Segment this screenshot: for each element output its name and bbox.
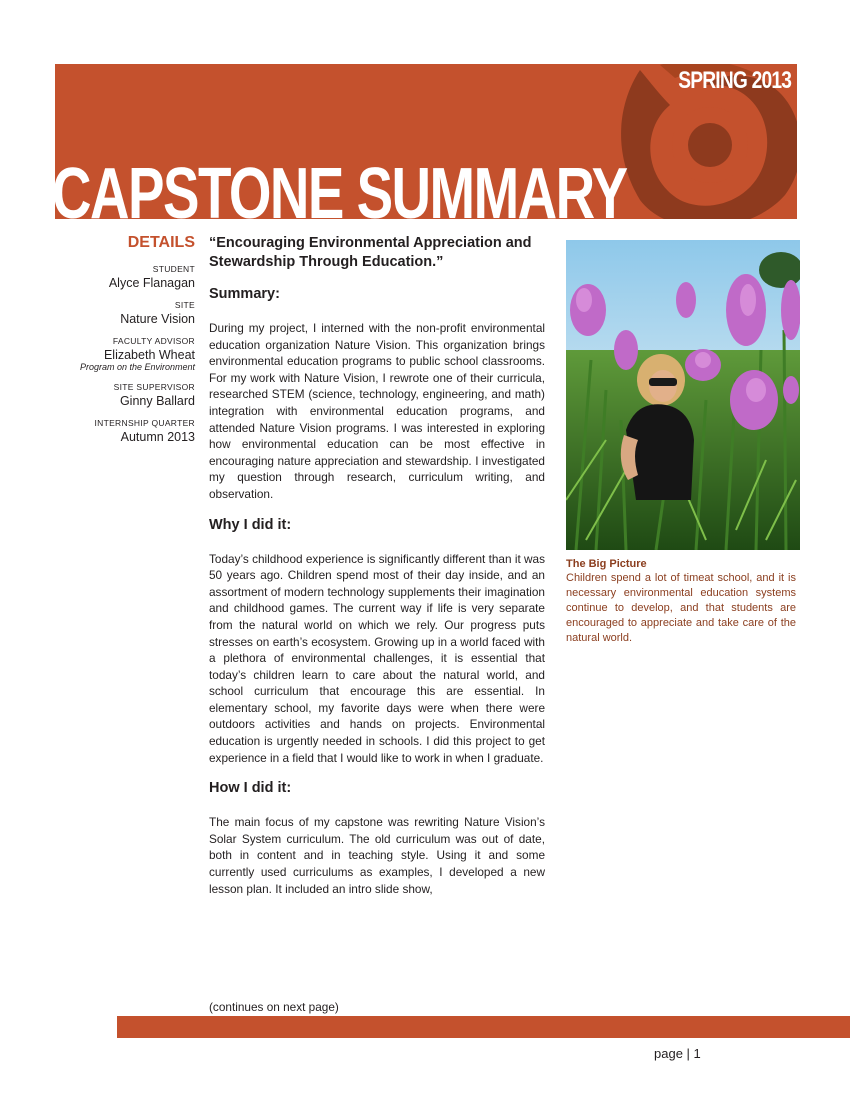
caption-title: The Big Picture xyxy=(566,558,647,570)
footer-bar xyxy=(117,1016,850,1038)
section-text-why: Today’s childhood experience is significantly different than it was 50 years ago. Children spend most of their day inside, and an assortment of modern technology supplements their imagination and childhood games. The current way if life is very separate from the natural world on which we rely. Our progress puts stresses on earth’s ecosystem. Growing up in a world faced with a plethora of environmental challenges, it is essential that today’s children learn to care about the natural world, and school curriculum that encourage this are essential. In elementary school, my favorite days were when there were outdoors activities and hands on projects. Environmental education is urgently needed in schools. I did this project to get experience in a field that I would like to work in when I graduate. xyxy=(209,551,545,765)
season-label: SPRING 2013 xyxy=(678,67,791,94)
quarter-detail xyxy=(55,418,195,444)
section-text-how: The main focus of my capstone was rewriting Nature Vision’s Solar System curriculum. The old curriculum was out of date, both in content and in teaching style. Using it and some currently used curriculums as examples, I developed a new lesson plan. It included an intro slide show, xyxy=(209,815,545,896)
page-number: page | 1 xyxy=(654,1046,701,1061)
student-label: STUDENT xyxy=(152,264,195,274)
continues-note: (continues on next page) xyxy=(209,1000,339,1014)
details-sidebar xyxy=(55,234,195,454)
project-title: “Encouraging Environmental Appreciation and Stewardship Through Education.” xyxy=(209,235,532,270)
quarter-label: INTERNSHIP QUARTER xyxy=(94,418,195,428)
advisor-program: Program on the Environment xyxy=(79,362,195,372)
section-heading-summary: Summary: xyxy=(209,286,280,302)
photo-image xyxy=(566,240,800,550)
site-detail xyxy=(55,300,195,326)
advisor-detail xyxy=(55,336,195,372)
page-title: CAPSTONE SUMMARY xyxy=(52,154,627,221)
quarter-value: Autumn 2013 xyxy=(120,430,195,444)
supervisor-label: SITE SUPERVISOR xyxy=(113,382,195,392)
site-name: Nature Vision xyxy=(120,312,195,326)
student-detail xyxy=(55,264,195,290)
section-heading-how: How I did it: xyxy=(209,780,292,797)
supervisor-name: Ginny Ballard xyxy=(119,394,195,408)
section-text-summary: During my project, I interned with the non-profit environmental education organization Nature Vision. This organization brings environmental education programs to public school classrooms. For my work with Nature Vision, I rewrote one of their curricula, researched STEM (science, technology, engineering, and math) integration with environmental education programs, and attended Nature Vision programs. I was interested in exploring how environmental education can be most effective in encouraging nature appreciation and stewardship. I investigated my question through research, curriculum writing, and observation. xyxy=(209,321,545,501)
advisor-label: FACULTY ADVISOR xyxy=(112,336,195,346)
photo-fireweed xyxy=(566,240,800,550)
details-heading: DETAILS xyxy=(127,234,195,251)
main-content xyxy=(209,234,545,911)
supervisor-detail xyxy=(55,382,195,408)
title-area xyxy=(0,0,850,221)
caption-text: Children spend a lot of timeat school, and it is necessary environmental education systems continue to develop, and that students are encouraged to appreciate and take care of the natural world. xyxy=(566,572,796,644)
photo-caption xyxy=(566,558,796,646)
student-name: Alyce Flanagan xyxy=(108,276,195,290)
advisor-name: Elizabeth Wheat xyxy=(103,348,195,362)
section-heading-why: Why I did it: xyxy=(209,516,292,533)
site-label: SITE xyxy=(174,300,195,310)
